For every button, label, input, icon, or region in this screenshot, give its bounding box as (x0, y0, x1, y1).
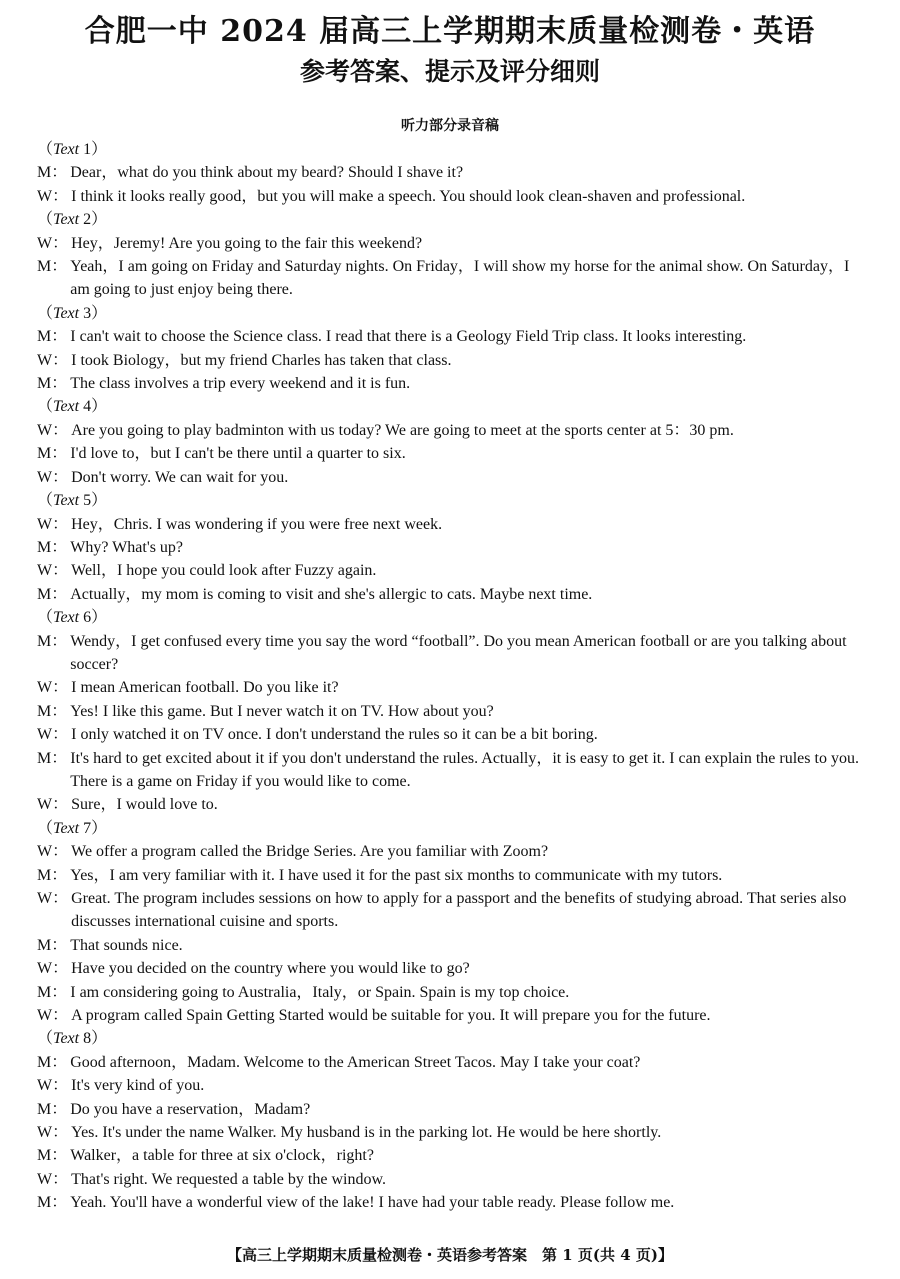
text-label-word: Text (53, 609, 80, 627)
dialogue-turn (37, 349, 863, 372)
utterance-text: The class involves a trip every weekend and it is fun. (70, 375, 411, 393)
page-title: 合肥一中 2024 届高三上学期期末质量检测卷・英语 (84, 14, 816, 49)
dialogue-turn (37, 232, 863, 255)
speaker-colon: ： (51, 936, 68, 954)
text-label-word: Text (53, 211, 80, 229)
dialogue-turn (37, 676, 863, 699)
speaker-colon: ： (52, 1007, 69, 1025)
utterance-text: I only watched it on TV once. I don't understand the rules so it can be a bit boring. (71, 726, 598, 744)
dialogue-turn (37, 1168, 863, 1191)
dialogue-turn (37, 934, 863, 957)
text-label (37, 606, 863, 629)
speaker-label: M (37, 1100, 52, 1118)
utterance-text: I am considering going to Australia，Italy，or Spain. Spain is my top choice. (70, 983, 570, 1001)
dialogue-turn (37, 325, 863, 348)
speaker-label: W (37, 1170, 53, 1188)
speaker-label: M (37, 632, 52, 650)
speaker-colon: ： (51, 702, 68, 720)
speaker-colon: ： (51, 328, 68, 346)
dialogue-turn (37, 793, 863, 816)
section-title: 听力部分录音稿 (401, 118, 499, 134)
text-label-word: Text (53, 492, 80, 510)
utterance-text: Yes! I like this game. But I never watch it on TV. How about you? (70, 702, 494, 720)
dialogue-turn (37, 559, 863, 582)
utterance-text: Actually，my mom is coming to visit and she's allergic to cats. Maybe next time. (70, 585, 593, 603)
speaker-label: M (37, 866, 52, 884)
text-label-number: 5） (79, 492, 108, 510)
speaker-label: M (37, 1194, 52, 1212)
speaker-label: W (37, 890, 53, 907)
utterance-text: Are you going to play badminton with us today? We are going to meet at the sports center at 5：30 pm. (71, 421, 734, 439)
speaker-colon: ： (51, 538, 68, 556)
speaker-colon: ： (51, 375, 68, 393)
speaker-label: W (37, 1124, 53, 1142)
speaker-label: W (37, 843, 53, 861)
utterance-text: Sure，I would love to. (71, 796, 218, 814)
speaker-colon: ： (52, 351, 69, 369)
speaker-colon: ： (51, 445, 68, 463)
utterance-text: It's hard to get excited about it if you don't understand the rules. Actually，it is easy to get it. I can explain the rules to you. There is a game on Friday if you would like to come. (70, 749, 859, 790)
utterance-text: Walker，a table for three at six o'clock，right? (70, 1147, 374, 1165)
speaker-colon: ： (52, 187, 69, 205)
utterance-text: Hey，Chris. I was wondering if you were free next week. (71, 515, 443, 533)
dialogue-turn (37, 630, 863, 677)
speaker-label: W (37, 1077, 53, 1095)
speaker-label: M (37, 164, 52, 182)
utterance-text: Yeah，I am going on Friday and Saturday nights. On Friday，I will show my horse for the animal show. On Saturday，I am going to just enjoy being there. (70, 258, 850, 299)
speaker-label: M (37, 1147, 52, 1165)
speaker-label: M (37, 749, 52, 767)
text-label-open: （ (37, 609, 54, 627)
dialogue-turn (37, 185, 863, 208)
dialogue-turn (37, 255, 863, 302)
text-label-open: （ (37, 1030, 54, 1048)
utterance-text: Don't worry. We can wait for you. (71, 468, 289, 486)
utterance-text: Great. The program includes sessions on how to apply for a passport and the benefits of studying abroad. That series also discusses international cuisine and sports. (71, 890, 847, 931)
speaker-label: W (37, 679, 53, 697)
utterance-text: That sounds nice. (70, 936, 183, 954)
dialogue-turn (37, 700, 863, 723)
dialogue-turn (37, 1144, 863, 1167)
speaker-label: W (37, 562, 53, 580)
dialogue-turn (37, 1074, 863, 1097)
dialogue-turn (37, 747, 863, 794)
text-label (37, 138, 863, 161)
utterance-text: Wendy，I get confused every time you say the word “football”. Do you mean American football or are you talking about soccer? (70, 632, 847, 673)
text-label (37, 208, 863, 231)
dialogue-turn (37, 583, 863, 606)
speaker-colon: ： (52, 843, 69, 861)
speaker-label: W (37, 351, 53, 369)
speaker-colon: ： (51, 632, 68, 650)
text-label-word: Text (53, 819, 80, 837)
utterance-text: Why? What's up? (70, 538, 184, 556)
speaker-label: W (37, 515, 53, 533)
text-label-number: 6） (79, 609, 108, 627)
utterance-text: Dear，what do you think about my beard? Should I shave it? (70, 164, 464, 182)
text-label-number: 8） (79, 1030, 108, 1048)
speaker-colon: ： (52, 796, 69, 814)
speaker-colon: ： (51, 983, 68, 1001)
speaker-colon: ： (52, 726, 69, 744)
dialogue-turn (37, 419, 863, 442)
utterance-text: Have you decided on the country where you would like to go? (71, 960, 470, 978)
text-label-number: 4） (79, 398, 108, 416)
speaker-colon: ： (52, 1124, 69, 1142)
dialogue-turn (37, 161, 863, 184)
utterance-text: I mean American football. Do you like it? (71, 679, 339, 697)
speaker-colon: ： (52, 679, 69, 697)
utterance-text: Yes，I am very familiar with it. I have used it for the past six months to communicate with my tutors. (70, 866, 723, 884)
speaker-label: M (37, 936, 52, 954)
speaker-label: M (37, 258, 52, 276)
text-label (37, 817, 863, 840)
speaker-colon: ： (51, 1053, 68, 1071)
utterance-text: Yes. It's under the name Walker. My husband is in the parking lot. He would be here shortly. (71, 1124, 662, 1142)
utterance-text: Yeah. You'll have a wonderful view of the lake! I have had your table ready. Please follow me. (70, 1194, 675, 1212)
speaker-colon: ： (52, 562, 69, 580)
speaker-label: M (37, 445, 52, 463)
dialogue-turn (37, 887, 863, 934)
dialogue-turn (37, 864, 863, 887)
speaker-colon: ： (52, 890, 69, 907)
text-label-open: （ (37, 398, 54, 416)
text-label (37, 302, 863, 325)
utterance-text: It's very kind of you. (71, 1077, 205, 1095)
dialogue-turn (37, 1121, 863, 1144)
speaker-label: W (37, 234, 53, 252)
speaker-label: W (37, 421, 53, 439)
speaker-label: M (37, 983, 52, 1001)
speaker-label: W (37, 796, 53, 814)
speaker-label: M (37, 538, 52, 556)
text-label-number: 2） (79, 211, 108, 229)
speaker-label: M (37, 702, 52, 720)
speaker-label: W (37, 1007, 53, 1025)
speaker-colon: ： (52, 1077, 69, 1095)
utterance-text: A program called Spain Getting Started would be suitable for you. It will prepare you for the future. (71, 1007, 711, 1025)
utterance-text: I'd love to，but I can't be there until a quarter to six. (70, 445, 406, 463)
utterance-text: Good afternoon，Madam. Welcome to the American Street Tacos. May I take your coat? (70, 1053, 641, 1071)
utterance-text: That's right. We requested a table by the window. (71, 1170, 386, 1188)
dialogue-turn (37, 840, 863, 863)
text-label-number: 3） (79, 304, 108, 322)
speaker-label: W (37, 187, 53, 205)
utterance-text: Do you have a reservation，Madam? (70, 1100, 311, 1118)
speaker-colon: ： (51, 1100, 68, 1118)
speaker-colon: ： (52, 468, 69, 486)
text-label-open: （ (37, 141, 54, 158)
dialogue-turn (37, 466, 863, 489)
listening-transcript (0, 138, 900, 1215)
speaker-colon: ： (51, 1147, 68, 1165)
utterance-text: I took Biology，but my friend Charles has taken that class. (71, 351, 452, 369)
dialogue-turn (37, 372, 863, 395)
speaker-colon: ： (51, 258, 68, 276)
dialogue-turn (37, 957, 863, 980)
speaker-colon: ： (52, 515, 69, 533)
speaker-colon: ： (52, 421, 69, 439)
utterance-text: Well，I hope you could look after Fuzzy again. (71, 562, 377, 580)
text-label (37, 1027, 863, 1050)
page-subtitle: 参考答案、提示及评分细则 (299, 57, 600, 86)
dialogue-turn (37, 536, 863, 559)
text-label-number: 1） (79, 141, 108, 158)
speaker-colon: ： (52, 960, 69, 978)
utterance-text: I can't wait to choose the Science class. I read that there is a Geology Field Trip class. It looks interesting. (70, 328, 747, 346)
speaker-label: M (37, 375, 52, 393)
speaker-colon: ： (52, 1170, 69, 1188)
speaker-colon: ： (52, 234, 69, 252)
dialogue-turn (37, 1191, 863, 1214)
speaker-colon: ： (51, 585, 68, 603)
text-label-word: Text (53, 1030, 80, 1048)
speaker-label: M (37, 585, 52, 603)
utterance-text: I think it looks really good，but you will make a speech. You should look clean-shaven and professional. (71, 187, 746, 205)
speaker-label: M (37, 328, 52, 346)
text-label (37, 395, 863, 418)
text-label-word: Text (53, 304, 80, 322)
speaker-label: W (37, 468, 53, 486)
text-label-open: （ (37, 492, 54, 510)
speaker-colon: ： (51, 1194, 68, 1212)
dialogue-turn (37, 1051, 863, 1074)
text-label-number: 7） (79, 819, 108, 837)
text-label-open: （ (37, 819, 54, 837)
speaker-label: M (37, 1053, 52, 1071)
dialogue-turn (37, 723, 863, 746)
speaker-label: W (37, 726, 53, 744)
text-label-word: Text (53, 398, 80, 416)
speaker-colon: ： (51, 749, 68, 767)
dialogue-turn (37, 981, 863, 1004)
dialogue-turn (37, 442, 863, 465)
dialogue-turn (37, 513, 863, 536)
text-label-open: （ (37, 211, 54, 229)
utterance-text: We offer a program called the Bridge Series. Are you familiar with Zoom? (71, 843, 549, 861)
dialogue-turn (37, 1098, 863, 1121)
speaker-colon: ： (51, 164, 68, 182)
text-label-word: Text (53, 141, 80, 158)
text-label-open: （ (37, 304, 54, 322)
speaker-colon: ： (51, 866, 68, 884)
text-label (37, 489, 863, 512)
utterance-text: Hey，Jeremy! Are you going to the fair this weekend? (71, 234, 423, 252)
speaker-label: W (37, 960, 53, 978)
dialogue-turn (37, 1004, 863, 1027)
page-footer: 【高三上学期期末质量检测卷・英语参考答案 第 1 页(共 4 页)】 (227, 1246, 673, 1264)
